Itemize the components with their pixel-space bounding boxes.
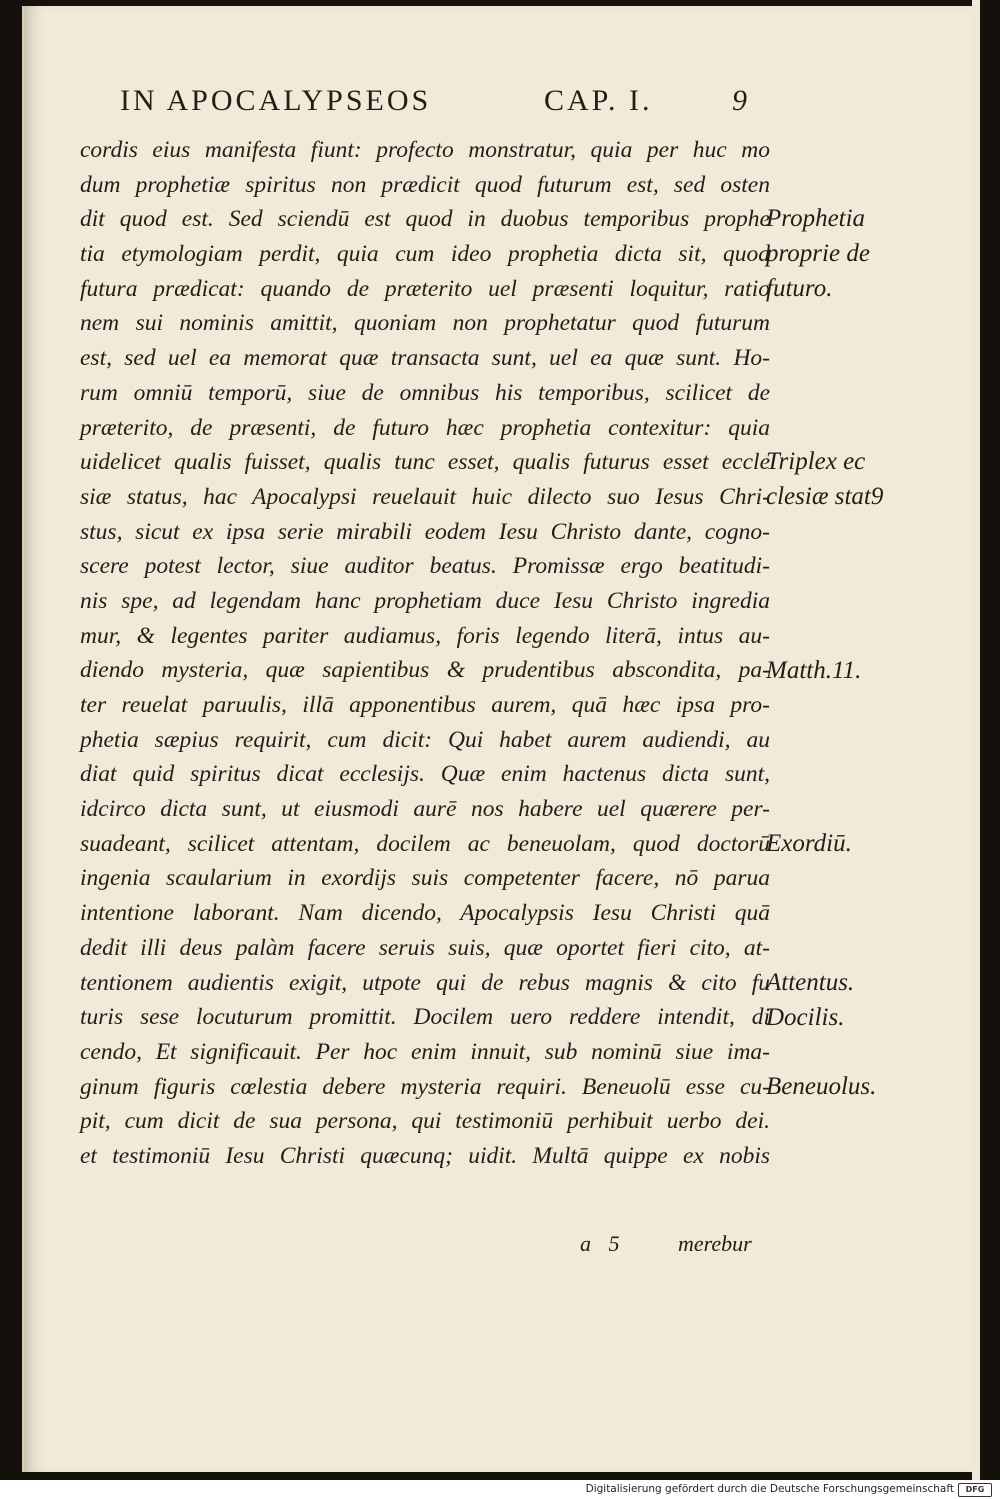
marginal-note: clesiæ stat9 (766, 483, 884, 510)
text-line: cordis eius manifesta fiunt: profecto monstratur, quia per huc mo (80, 137, 770, 163)
text-line: est, sed uel ea memorat quæ transacta sunt, uel ea quæ sunt. Ho- (80, 345, 770, 372)
marginal-note: proprie de (766, 240, 870, 268)
text-line: ter reuelat paruulis, illā apponentibus aurem, quā hæc ipsa pro- (80, 692, 770, 718)
signature-mark: a 5 (580, 1231, 626, 1256)
marginal-note: Docilis. (766, 1003, 845, 1031)
text-line: dum prophetiæ spiritus non prædicit quod futurum est, sed osten (80, 171, 770, 198)
text-line: mur, & legentes pariter audiamus, foris legendo literā, intus au- (80, 622, 770, 649)
text-line: stus, sicut ex ipsa serie mirabili eodem Iesu Christo dante, cogno- (80, 518, 770, 545)
running-head (120, 84, 760, 124)
page-edge (972, 0, 980, 1480)
text-line: scere potest lector, siue auditor beatus. Promissæ ergo beatitudi- (80, 553, 770, 580)
text-line: uidelicet qualis fuisset, qualis tunc esset, qualis futurus esset eccle (80, 449, 770, 476)
text-line: cendo, Et significauit. Per hoc enim innuit, sub nominū siue ima- (80, 1038, 770, 1065)
text-line: et testimoniū Iesu Christi quæcunq; uidit. Multā quippe ex nobis (80, 1142, 770, 1169)
page-number: 9 (732, 84, 750, 117)
text-line: diat quid spiritus dicat ecclesijs. Quæ enim hactenus dicta sunt, (80, 761, 770, 788)
marginal-note: Attentus. (766, 968, 855, 996)
text-line: dit quod est. Sed sciendū est quod in duobus temporibus prophe (80, 206, 770, 233)
marginal-note: Prophetia (766, 205, 866, 233)
text-line: tentionem audientis exigit, utpote qui de rebus magnis & cito fu (80, 969, 770, 996)
marginal-note: Triplex ec (766, 448, 866, 476)
text-line: tia etymologiam perdit, quia cum ideo prophetia dicta sit, quod (80, 241, 770, 268)
funding-credit: Digitalisierung gefördert durch die Deutsche Forschungsgemeinschaft (585, 1483, 954, 1495)
marginal-note: Exordiū. (766, 830, 852, 857)
text-line: ingenia scaularium in exordijs suis competenter facere, nō parua (80, 865, 770, 892)
catchword: merebur (678, 1231, 752, 1256)
running-head-chapter: CAP. I. (544, 84, 653, 117)
text-line: futura prædicat: quando de præterito uel præsenti loquitur, ratio (80, 275, 770, 302)
text-line: phetia sæpius requirit, cum dicit: Qui habet aurem audiendi, au (80, 726, 770, 753)
text-line: nis spe, ad legendam hanc prophetiam duce Iesu Christo ingredia (80, 587, 770, 614)
text-line: nem sui nominis amittit, quoniam non prophetatur quod futurum (80, 310, 770, 337)
marginal-note: Matth.11. (766, 656, 862, 684)
text-line: præterito, de præsenti, de futuro hæc prophetia contexitur: quia (80, 414, 770, 441)
text-line: diendo mysteria, quæ sapientibus & prudentibus abscondita, pa- (80, 657, 770, 684)
body-text (80, 133, 770, 1174)
text-line: rum omniū temporū, siue de omnibus his temporibus, scilicet de (80, 379, 770, 406)
text-line: ginum figuris cœlestia debere mysteria requiri. Beneuolū esse cu- (80, 1073, 770, 1100)
dfg-logo: DFG (958, 1483, 992, 1497)
text-line: suadeant, scilicet attentam, docilem ac beneuolam, quod doctorū (80, 830, 770, 857)
text-line: pit, cum dicit de sua persona, qui testimoniū perhibuit uerbo dei. (80, 1108, 770, 1135)
marginal-note: Beneuolus. (766, 1072, 877, 1100)
text-line: idcirco dicta sunt, ut eiusmodi aurē nos habere uel quærere per- (80, 796, 770, 823)
footer-bar (0, 1480, 1000, 1499)
text-line: turis sese locuturum promittit. Docilem uero reddere intendit, di (80, 1004, 770, 1031)
text-line: intentione laborant. Nam dicendo, Apocalypsis Iesu Christi quā (80, 900, 770, 927)
text-line: siæ status, hac Apocalypsi reuelauit huic dilecto suo Iesus Chri- (80, 483, 770, 510)
text-line: dedit illi deus palàm facere seruis suis, quæ oportet fieri cito, at- (80, 934, 770, 961)
running-head-title: IN APOCALYPSEOS (120, 84, 432, 117)
marginal-note: futuro. (766, 274, 833, 302)
